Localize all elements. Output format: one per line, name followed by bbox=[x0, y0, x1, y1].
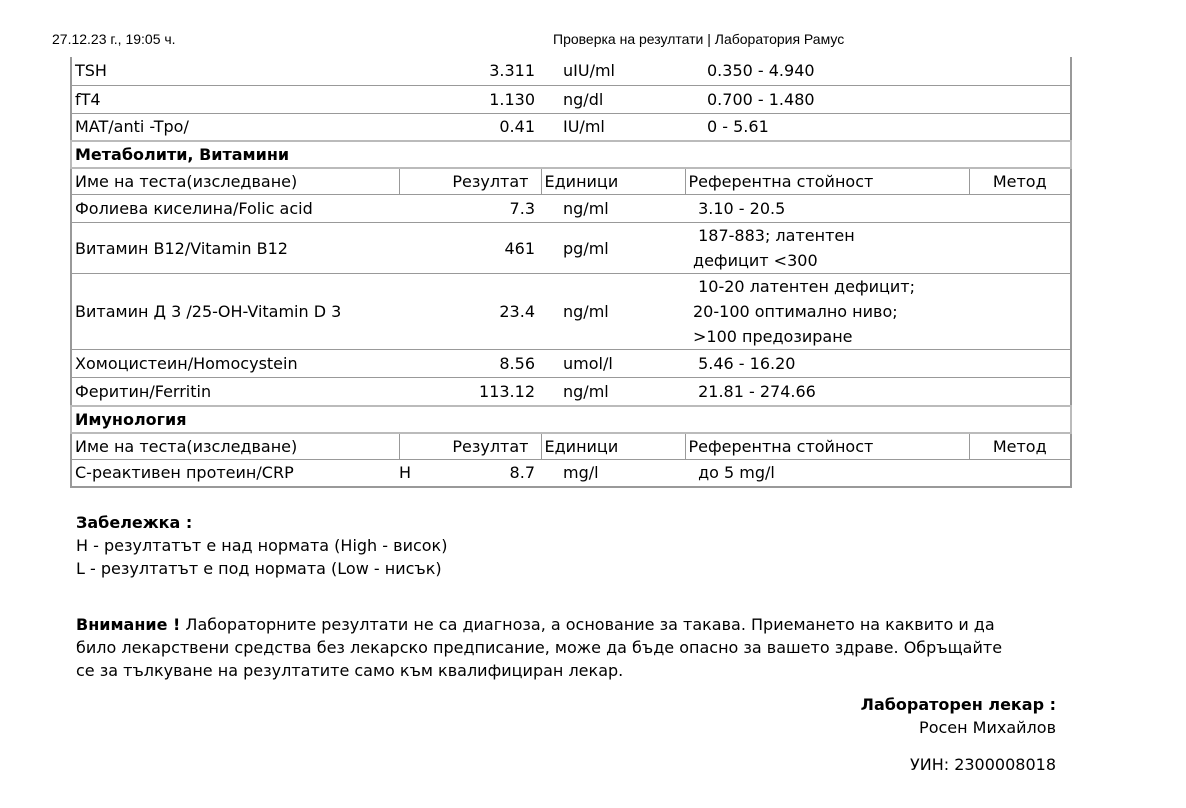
result-value bbox=[399, 459, 541, 487]
warning-section bbox=[76, 613, 1016, 682]
doctor-label: Лабораторен лекар : bbox=[860, 695, 1056, 714]
col-header-name: Име на теста(изследване) bbox=[71, 433, 399, 460]
result-value bbox=[399, 350, 541, 378]
reference-line: 187-883; латентен bbox=[693, 226, 855, 245]
unit: mg/l bbox=[541, 459, 685, 487]
result-text: 0.41 bbox=[499, 117, 535, 137]
flag-high: H bbox=[399, 463, 412, 483]
reference-range bbox=[685, 195, 969, 223]
result-value bbox=[399, 113, 541, 141]
table-row bbox=[71, 223, 1071, 274]
unit: IU/ml bbox=[541, 113, 685, 141]
reference-line: дефицит <300 bbox=[693, 251, 818, 270]
note-title: Забележка : bbox=[76, 513, 193, 532]
result-value bbox=[399, 223, 541, 274]
result-text: 23.4 bbox=[499, 302, 535, 321]
reference-range: 0 - 5.61 bbox=[685, 113, 969, 141]
test-name: Хомоцистеин/Homocystein bbox=[71, 350, 399, 378]
result-text: 8.7 bbox=[509, 463, 535, 483]
result-value bbox=[399, 274, 541, 350]
unit: ng/ml bbox=[541, 378, 685, 406]
result-text: 461 bbox=[504, 238, 535, 258]
note-line-h: H - резултатът е над нормата (High - висок) bbox=[76, 536, 448, 555]
col-header-method: Метод bbox=[969, 433, 1071, 460]
page-title: Проверка на резултати | Лаборатория Рамус bbox=[553, 31, 845, 47]
reference-line: 10-20 латентен дефицит; bbox=[693, 277, 916, 296]
result-value bbox=[399, 378, 541, 406]
col-header-unit: Единици bbox=[541, 433, 685, 460]
reference-range bbox=[685, 350, 969, 378]
doctor-uin: УИН: 2300008018 bbox=[909, 755, 1056, 774]
unit: umol/l bbox=[541, 350, 685, 378]
method bbox=[969, 85, 1071, 113]
note-section bbox=[76, 511, 447, 580]
method bbox=[969, 195, 1071, 223]
test-name: Фолиева киселина/Folic acid bbox=[71, 195, 399, 223]
col-header-reference: Референтна стойност bbox=[685, 168, 969, 195]
result-text: 3.311 bbox=[489, 61, 535, 81]
section-title: Имунология bbox=[71, 406, 1071, 433]
unit: ng/ml bbox=[541, 274, 685, 350]
reference-range bbox=[685, 459, 969, 487]
test-name: Феритин/Ferritin bbox=[71, 378, 399, 406]
reference-range bbox=[685, 378, 969, 406]
note-line-l: L - резултатът е под нормата (Low - нисък) bbox=[76, 559, 442, 578]
warning-text: Лабораторните резултати не са диагноза, а основание за такава. Приемането на каквито и да било лекарствени средства без лекарско предписание, може да бъде опасно за вашето здраве. Обръщайте се за тълкуване на резултатите само към квалифициран лекар. bbox=[76, 615, 1003, 680]
col-header-result: Резултат bbox=[399, 433, 541, 460]
method bbox=[969, 350, 1071, 378]
test-name: C-реактивен протеин/CRP bbox=[71, 459, 399, 487]
method bbox=[969, 378, 1071, 406]
result-value bbox=[399, 57, 541, 85]
reference-range bbox=[685, 274, 969, 350]
reference-line: 21.81 - 274.66 bbox=[693, 381, 816, 401]
reference-line: 3.10 - 20.5 bbox=[693, 199, 786, 218]
table-row bbox=[71, 113, 1071, 141]
test-name: MAT/anti -Tpo/ bbox=[71, 113, 399, 141]
method bbox=[969, 113, 1071, 141]
test-name: TSH bbox=[71, 57, 399, 85]
reference-line: 5.46 - 16.20 bbox=[693, 354, 796, 373]
table-row bbox=[71, 350, 1071, 378]
method bbox=[969, 223, 1071, 274]
test-name: fT4 bbox=[71, 85, 399, 113]
reference-line: до 5 mg/l bbox=[693, 463, 775, 483]
print-datetime: 27.12.23 г., 19:05 ч. bbox=[52, 31, 176, 47]
reference-range bbox=[685, 223, 969, 274]
reference-range: 0.700 - 1.480 bbox=[685, 85, 969, 113]
result-text: 113.12 bbox=[479, 381, 535, 401]
warning-title: Внимание ! bbox=[76, 615, 181, 634]
result-text: 7.3 bbox=[509, 199, 535, 218]
col-header-result: Резултат bbox=[399, 168, 541, 195]
reference-line: >100 предозиране bbox=[693, 327, 853, 346]
table-row bbox=[71, 85, 1071, 113]
result-value bbox=[399, 195, 541, 223]
results-table bbox=[70, 57, 1072, 488]
test-name: Витамин Д 3 /25-OH-Vitamin D 3 bbox=[71, 274, 399, 350]
unit: uIU/ml bbox=[541, 57, 685, 85]
unit: ng/ml bbox=[541, 195, 685, 223]
table-row bbox=[71, 57, 1071, 85]
result-value bbox=[399, 85, 541, 113]
table-row bbox=[71, 378, 1071, 406]
table-row bbox=[71, 195, 1071, 223]
reference-range: 0.350 - 4.940 bbox=[685, 57, 969, 85]
col-header-unit: Единици bbox=[541, 168, 685, 195]
method bbox=[969, 459, 1071, 487]
table-row bbox=[71, 459, 1071, 487]
doctor-block bbox=[861, 693, 1056, 776]
table-row bbox=[71, 274, 1071, 350]
unit: pg/ml bbox=[541, 223, 685, 274]
unit: ng/dl bbox=[541, 85, 685, 113]
column-header-row bbox=[71, 433, 1071, 460]
section-title: Метаболити, Витамини bbox=[71, 141, 1071, 168]
col-header-method: Метод bbox=[969, 168, 1071, 195]
column-header-row bbox=[71, 168, 1071, 195]
doctor-name: Росен Михайлов bbox=[919, 718, 1056, 737]
col-header-reference: Референтна стойност bbox=[685, 433, 969, 460]
reference-line: 20-100 оптимално ниво; bbox=[693, 302, 898, 321]
col-header-name: Име на теста(изследване) bbox=[71, 168, 399, 195]
method bbox=[969, 274, 1071, 350]
test-name: Витамин B12/Vitamin B12 bbox=[71, 223, 399, 274]
result-text: 1.130 bbox=[489, 89, 535, 109]
result-text: 8.56 bbox=[499, 354, 535, 373]
method bbox=[969, 57, 1071, 85]
